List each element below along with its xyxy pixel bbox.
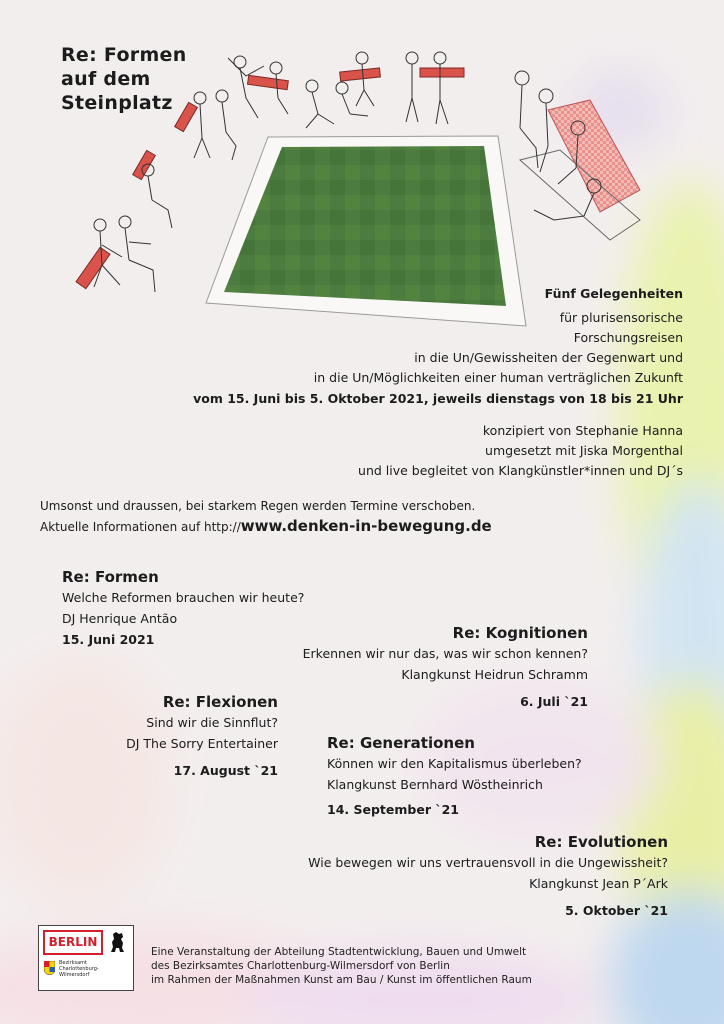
intro-line: in die Un/Gewissheiten der Gegenwart und [414, 350, 683, 365]
event-artist: DJ The Sorry Entertainer [126, 736, 278, 751]
district-crest-icon [44, 961, 55, 975]
event-question: Welche Reformen brauchen wir heute? [62, 590, 305, 605]
website-link[interactable]: www.denken-in-bewegung.de [240, 517, 492, 535]
intro-dates: vom 15. Juni bis 5. Oktober 2021, jeweils dienstags von 18 bis 21 Uhr [193, 391, 683, 406]
event-title: Re: Formen [62, 568, 159, 586]
intro-line: Forschungsreisen [573, 330, 683, 345]
intro-heading: Fünf Gelegenheiten [544, 286, 683, 301]
district-line: Bezirksamt [59, 960, 87, 966]
event-date: 17. August `21 [173, 763, 278, 778]
footer-text [151, 945, 532, 987]
event-re-formen [62, 567, 304, 651]
credit-line: und live begleitet von Klangkünstler*innen und DJ´s [358, 463, 683, 478]
event-question: Erkennen wir nur das, was wir schon kennen? [302, 646, 588, 661]
intro-credits [358, 421, 683, 481]
footer-line: im Rahmen der Maßnahmen Kunst am Bau / Kunst im öffentlichen Raum [151, 974, 532, 986]
district-line: Charlottenburg- [59, 966, 99, 972]
event-question: Wie bewegen wir uns vertrauensvoll in die Ungewissheit? [308, 855, 668, 870]
event-question: Sind wir die Sinnflut? [146, 715, 278, 730]
event-artist: Klangkunst Jean P´Ark [529, 876, 668, 891]
check-bench [548, 100, 640, 212]
event-title: Re: Generationen [327, 734, 475, 752]
event-title: Re: Evolutionen [534, 833, 668, 851]
event-artist: Klangkunst Heidrun Schramm [401, 667, 588, 682]
event-title: Re: Kognitionen [452, 624, 588, 642]
event-re-generationen [327, 733, 582, 821]
event-re-kognitionen [303, 623, 588, 713]
intro-lines [314, 308, 683, 388]
berlin-wordmark: BERLIN [43, 930, 103, 955]
berlin-bear-icon [107, 930, 129, 955]
footer-line: des Bezirksamtes Charlottenburg-Wilmersdorf von Berlin [151, 960, 450, 972]
credit-line: umgesetzt mit Jiska Morgenthal [485, 443, 683, 458]
event-date: 6. Juli `21 [520, 694, 588, 709]
district-name [59, 960, 99, 978]
footer-line: Eine Veranstaltung der Abteilung Stadtentwicklung, Bauen und Umwelt [151, 946, 527, 958]
event-date: 5. Oktober `21 [565, 903, 668, 918]
info-url-prefix: Aktuelle Informationen auf http:// [40, 520, 241, 534]
poster-title [61, 43, 187, 115]
event-question: Können wir den Kapitalismus überleben? [327, 756, 582, 771]
district-line: Wilmersdorf [59, 972, 90, 978]
title-line: auf dem [61, 68, 151, 90]
intro-line: in die Un/Möglichkeiten einer human verträglichen Zukunft [313, 370, 683, 385]
event-date: 15. Juni 2021 [62, 632, 155, 647]
info-url-line [40, 515, 492, 538]
event-date: 14. September `21 [327, 802, 459, 817]
event-artist: Klangkunst Bernhard Wöstheinrich [327, 777, 543, 792]
event-title: Re: Flexionen [162, 693, 278, 711]
berlin-logo [38, 925, 134, 991]
event-re-evolutionen [308, 832, 668, 922]
intro-line: für plurisensorische [559, 310, 683, 325]
credit-line: konzipiert von Stephanie Hanna [482, 423, 683, 438]
event-re-flexionen [126, 692, 278, 782]
event-artist: DJ Henrique Antão [62, 611, 178, 626]
title-line: Re: Formen [61, 44, 187, 66]
title-line: Steinplatz [61, 92, 173, 114]
info-line: Umsonst und draussen, bei starkem Regen werden Termine verschoben. [40, 499, 476, 513]
